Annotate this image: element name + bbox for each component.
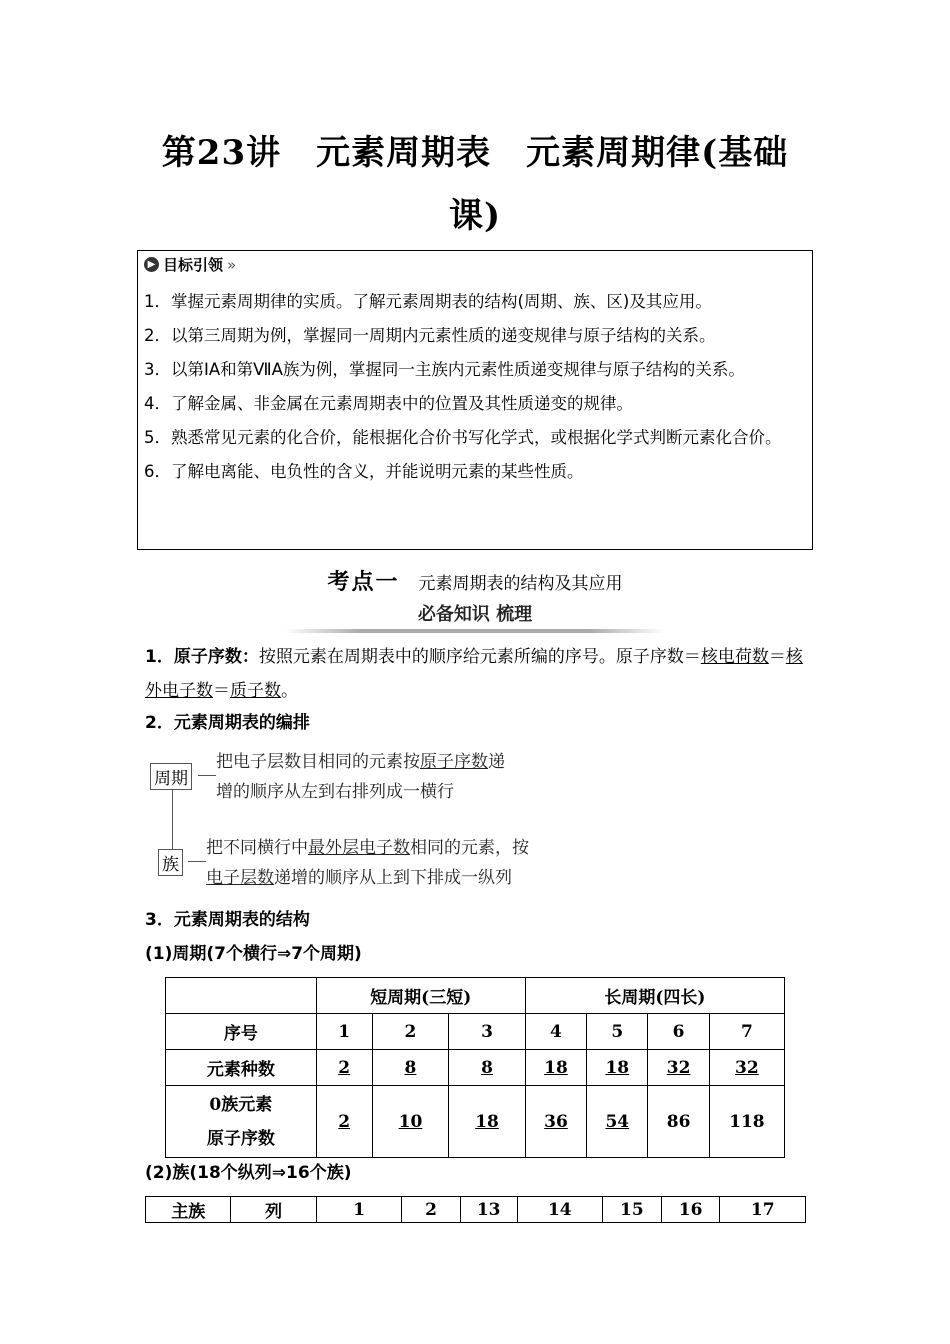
goal-item: 2．以第三周期为例，掌握同一周期内元素性质的递变规律与原子结构的关系。 bbox=[144, 326, 716, 345]
table-cell: 1 bbox=[316, 1197, 401, 1223]
group-label-box: 族 bbox=[158, 849, 183, 876]
table-cell: 16 bbox=[661, 1197, 720, 1223]
row-label-zero bbox=[166, 1086, 317, 1158]
p1-eq1: ＝ bbox=[768, 647, 786, 667]
group-text-underlined-2: 电子层数 bbox=[206, 868, 274, 888]
p1-underline-1a: 核电 bbox=[700, 647, 735, 667]
goals-header-label: 目标引领 bbox=[163, 256, 224, 274]
table-cell: 32 bbox=[648, 1050, 709, 1086]
p1-end: 。 bbox=[281, 681, 298, 701]
table-cell: 10 bbox=[372, 1086, 449, 1158]
period-text-c: 增的顺序从左到右排列成一横行 bbox=[216, 782, 454, 802]
table-row bbox=[166, 978, 785, 1014]
group-text-underlined: 最外层电子数 bbox=[308, 838, 410, 858]
double-chevron-right-icon: » bbox=[227, 255, 237, 274]
table-cell: 8 bbox=[372, 1050, 449, 1086]
paragraph-atomic-number bbox=[145, 640, 810, 708]
table-cell: 54 bbox=[587, 1086, 648, 1158]
goal-item: 3．以第ⅠA和第ⅦA族为例，掌握同一主族内元素性质递变规律与原子结构的关系。 bbox=[144, 360, 745, 379]
page-title-line-2: 课) bbox=[448, 196, 502, 236]
table-cell: 2 bbox=[316, 1086, 372, 1158]
table-cell: 7 bbox=[709, 1014, 784, 1050]
period-description bbox=[216, 747, 566, 807]
p1-underline-3: 质子数 bbox=[230, 681, 281, 701]
table-cell: 18 bbox=[587, 1050, 648, 1086]
table-cell: 32 bbox=[709, 1050, 784, 1086]
p1-label: 1．原子序数： bbox=[145, 647, 259, 667]
table-cell: 1 bbox=[316, 1014, 372, 1050]
section-heading bbox=[0, 565, 950, 596]
paragraph-group-heading: (2)族(18个纵列⇒16个族) bbox=[145, 1163, 352, 1183]
goal-item: 1．掌握元素周期律的实质。了解元素周期表的结构(周期、族、区)及其应用。 bbox=[144, 292, 712, 311]
table-cell: 14 bbox=[517, 1197, 602, 1223]
diagram-connector-vertical bbox=[172, 779, 173, 859]
goals-box bbox=[137, 250, 813, 550]
table-cell: 13 bbox=[460, 1197, 517, 1223]
table-row bbox=[166, 1086, 785, 1158]
play-circle-icon: ▶ bbox=[144, 257, 159, 272]
table-cell: 8 bbox=[449, 1050, 526, 1086]
table-cell: 118 bbox=[709, 1086, 784, 1158]
table-cell-empty bbox=[166, 978, 317, 1014]
period-text-a: 把电子层数目相同的元素按 bbox=[216, 752, 420, 772]
paragraph-period-heading: (1)周期(7个横行⇒7个周期) bbox=[145, 944, 362, 964]
table-cell: 列 bbox=[231, 1197, 316, 1223]
arrangement-diagram bbox=[150, 745, 570, 895]
table-cell: 15 bbox=[603, 1197, 662, 1223]
group-text-c: 递增的顺序从上到下排成一纵列 bbox=[274, 868, 512, 888]
p1-eq2: ＝ bbox=[213, 681, 230, 701]
table-cell: 2 bbox=[402, 1197, 461, 1223]
group-text-a: 把不同横行中 bbox=[206, 838, 308, 858]
short-period-header: 短周期(三短) bbox=[316, 978, 525, 1014]
p1-underline-2: 核外电子数 bbox=[145, 647, 803, 701]
period-connector bbox=[198, 775, 216, 776]
goal-item: 6．了解电离能、电负性的含义，并能说明元素的某些性质。 bbox=[144, 462, 584, 481]
goals-header bbox=[144, 254, 236, 275]
kaodian-title: 元素周期表的结构及其应用 bbox=[418, 574, 623, 594]
long-period-header: 长周期(四长) bbox=[525, 978, 784, 1014]
table-cell: 主族 bbox=[146, 1197, 231, 1223]
period-text-underlined: 原子序数 bbox=[420, 752, 488, 772]
paragraph-arrangement-heading: 2．元素周期表的编排 bbox=[145, 713, 310, 733]
table-row bbox=[166, 1014, 785, 1050]
goal-item: 4．了解金属、非金属在元素周期表中的位置及其性质递变的规律。 bbox=[144, 394, 633, 413]
table-cell: 36 bbox=[525, 1086, 586, 1158]
table-cell: 6 bbox=[648, 1014, 709, 1050]
table-row bbox=[166, 1050, 785, 1086]
group-table bbox=[145, 1196, 806, 1223]
table-cell: 18 bbox=[449, 1086, 526, 1158]
table-row bbox=[146, 1197, 806, 1223]
period-text-b: 递 bbox=[488, 752, 505, 772]
table-cell: 2 bbox=[372, 1014, 449, 1050]
group-connector bbox=[188, 861, 206, 862]
row-label-zero-a: 0族元素 bbox=[209, 1094, 273, 1115]
goal-item: 5．熟悉常见元素的化合价，能根据化合价书写化学式，或根据化学式判断元素化合价。 bbox=[144, 428, 782, 447]
group-description bbox=[206, 833, 566, 893]
subheading bbox=[0, 600, 950, 626]
row-label-count: 元素种数 bbox=[166, 1050, 317, 1086]
table-cell: 2 bbox=[316, 1050, 372, 1086]
table-cell: 17 bbox=[720, 1197, 806, 1223]
period-table bbox=[165, 977, 785, 1158]
p1-underline-1b: 荷数 bbox=[734, 647, 769, 667]
subheading-label: 必备知识 梳理 bbox=[417, 604, 533, 625]
goals-list bbox=[144, 285, 804, 489]
period-label-box: 周期 bbox=[150, 763, 192, 790]
group-text-b: 相同的元素，按 bbox=[410, 838, 529, 858]
row-label-seq: 序号 bbox=[166, 1014, 317, 1050]
subheading-underline bbox=[285, 629, 665, 633]
paragraph-structure-heading: 3．元素周期表的结构 bbox=[145, 910, 310, 930]
table-cell: 4 bbox=[525, 1014, 586, 1050]
row-label-zero-b: 原子序数 bbox=[206, 1128, 275, 1149]
table-cell: 86 bbox=[648, 1086, 709, 1158]
table-cell: 5 bbox=[587, 1014, 648, 1050]
p1-text: 按照元素在周期表中的顺序给元素所编的序号。原子序数＝ bbox=[258, 647, 701, 667]
table-cell: 3 bbox=[449, 1014, 526, 1050]
page-title-line-1: 第23讲 元素周期表 元素周期律(基础 bbox=[161, 133, 789, 173]
table-cell: 18 bbox=[525, 1050, 586, 1086]
kaodian-label: 考点一 bbox=[327, 570, 400, 595]
